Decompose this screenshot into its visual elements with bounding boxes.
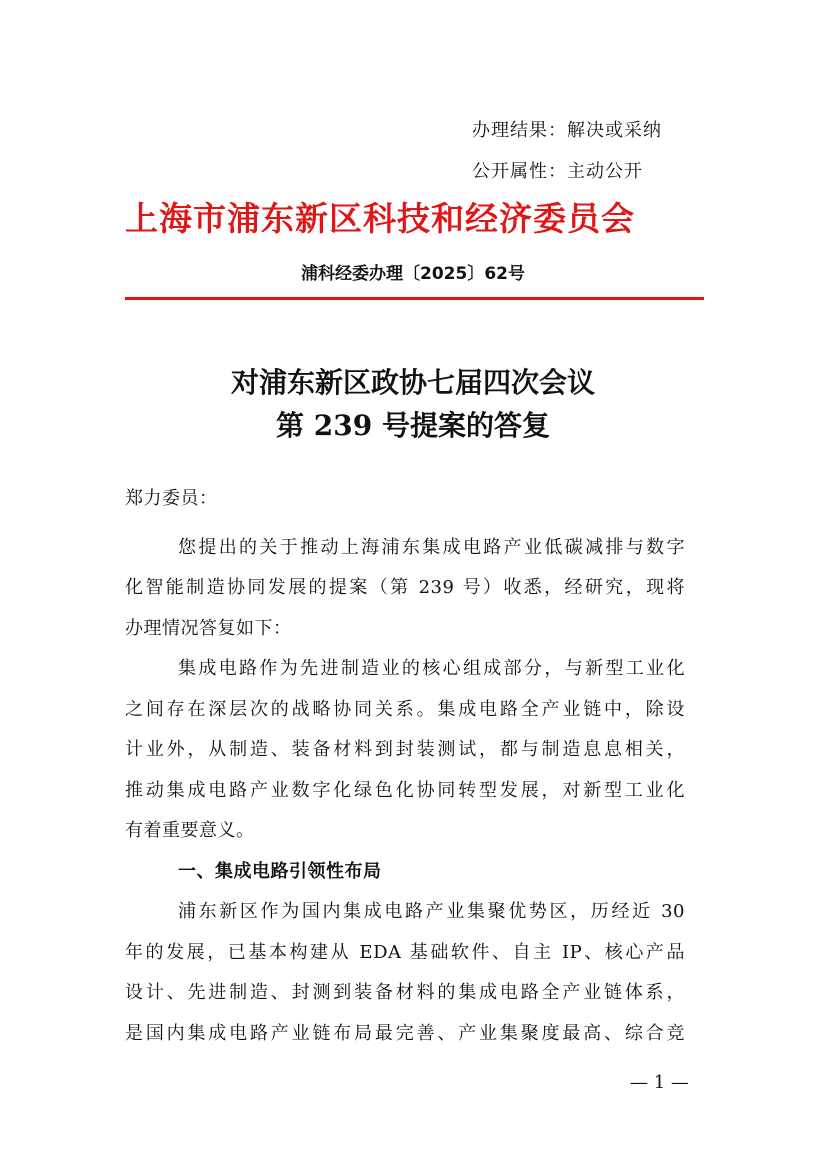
document-title-line-1: 对浦东新区政协七届四次会议: [230, 366, 595, 399]
issuing-organization: 上海市浦东新区科技和经济委员会: [125, 199, 635, 238]
paragraph-3-line-1: 浦东新区作为国内集成电路产业集聚优势区，历经近 30: [178, 901, 685, 922]
paragraph-3-line-4: 是国内集成电路产业链布局最完善、产业集聚度最高、综合竞: [125, 1023, 685, 1044]
paragraph-1-line-2: 化智能制造协同发展的提案（第 239 号）收悉，经研究，现将: [125, 577, 685, 598]
paragraph-2-line-1: 集成电路作为先进制造业的核心组成部分，与新型工业化: [178, 658, 685, 679]
salutation: 郑力委员：: [125, 488, 218, 509]
disclosure-attribute: 公开属性：主动公开: [472, 161, 643, 182]
paragraph-1-line-3: 办理情况答复如下：: [125, 618, 292, 639]
paragraph-2-line-5: 有着重要意义。: [125, 820, 255, 841]
page-number: — 1 —: [630, 1072, 689, 1093]
red-divider-line: [125, 297, 704, 300]
handling-result: 办理结果：解决或采纳: [472, 120, 662, 141]
section-heading-1: 一、集成电路引领性布局: [178, 861, 382, 882]
paragraph-2-line-2: 之间存在深层次的战略协同关系。集成电路全产业链中，除设: [125, 699, 685, 720]
paragraph-3-line-3: 设计、先进制造、封测到装备材料的集成电路全产业链体系，: [125, 982, 685, 1003]
paragraph-2-line-4: 推动集成电路产业数字化绿色化协同转型发展，对新型工业化: [125, 780, 685, 801]
document-title-line-2: 第 239 号提案的答复: [276, 409, 550, 442]
paragraph-2-line-3: 计业外，从制造、装备材料到封装测试，都与制造息息相关，: [125, 739, 685, 760]
paragraph-1-line-1: 您提出的关于推动上海浦东集成电路产业低碳减排与数字: [178, 537, 685, 558]
document-number: 浦科经委办理〔2025〕62号: [301, 264, 525, 284]
paragraph-3-line-2: 年的发展，已基本构建从 EDA 基础软件、自主 IP、核心产品: [125, 942, 685, 963]
